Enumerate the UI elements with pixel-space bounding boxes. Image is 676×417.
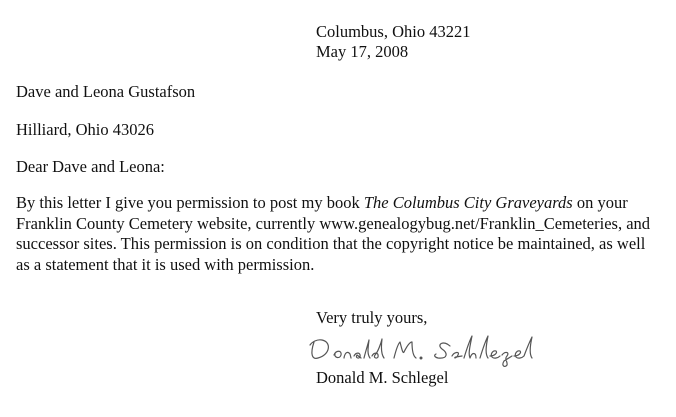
body-paragraph bbox=[16, 193, 666, 275]
closing: Very truly yours, bbox=[316, 308, 428, 327]
letter-date: May 17, 2008 bbox=[316, 42, 409, 61]
salutation: Dear Dave and Leona: bbox=[16, 157, 165, 176]
handwritten-signature bbox=[304, 328, 594, 368]
body-line-1-start: By this letter I give you permission to post my book bbox=[16, 193, 364, 212]
body-line-2: Franklin County Cemetery website, currently www.genealogybug.net/Franklin_Cemeteries, and bbox=[16, 213, 651, 233]
recipient-city-line: Hilliard, Ohio 43026 bbox=[16, 120, 154, 139]
book-title: The Columbus City Graveyards bbox=[363, 193, 573, 212]
body-line-1-end: on your bbox=[572, 193, 628, 212]
recipient-name: Dave and Leona Gustafson bbox=[16, 82, 196, 101]
body-line-4: as a statement that it is used with permission. bbox=[16, 254, 315, 274]
body-line-1 bbox=[16, 193, 666, 214]
body-line-3: successor sites. This permission is on condition that the copyright notice be maintained, as well bbox=[16, 234, 646, 253]
signer-name: Donald M. Schlegel bbox=[316, 368, 449, 387]
sender-city-line: Columbus, Ohio 43221 bbox=[316, 22, 471, 41]
